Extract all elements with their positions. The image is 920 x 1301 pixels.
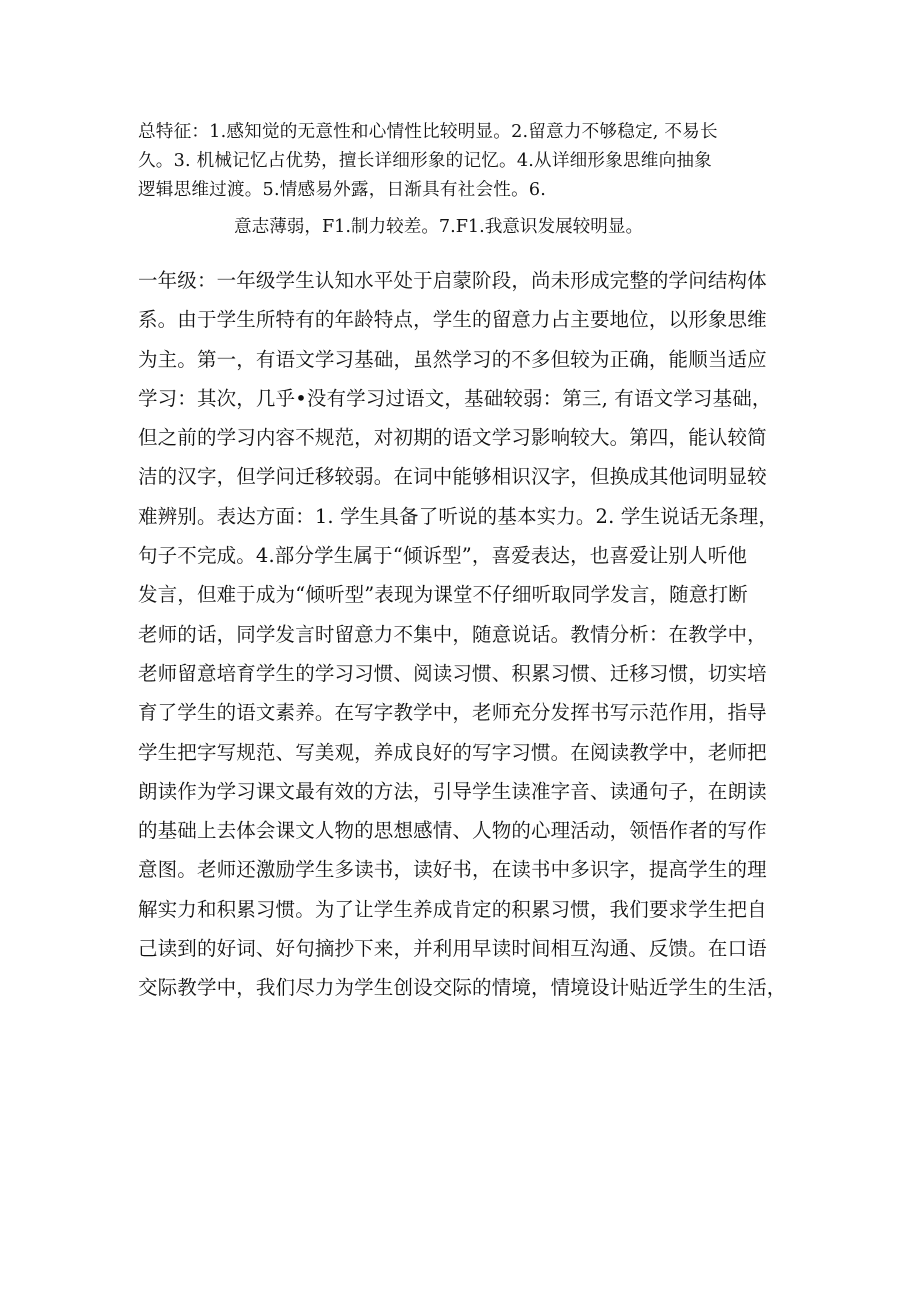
text-line: 育了学生的语文素养。在写字教学中，老师充分发挥书写示范作用，指导 [138, 701, 767, 725]
text-line: 交际教学中，我们尽力为学生创设交际的情境，情境设计贴近学生的生活， [138, 976, 787, 1000]
text-line: 己读到的好词、好句摘抄下来，并利用早读时间相互沟通、反馈。在口语 [138, 937, 767, 961]
text-line: 解实力和积累习惯。为了让学生养成肯定的积累习惯，我们要求学生把自 [138, 897, 767, 921]
will-paragraph [138, 213, 788, 242]
text-line: 久。3. 机械记忆占优势，擅长详细形象的记忆。4.从详细形象思维向抽象 [138, 151, 712, 171]
text-line: 学生把字写规范、写美观，养成良好的写字习惯。在阅读教学中，老师把 [138, 740, 767, 764]
text-line: 为主。第一，有语文学习基础，虽然学习的不多但较为正确，能顺当适应 [138, 347, 767, 371]
text-line: 朗读作为学习课文最有效的方法，引导学生读准字音、读通句子，在朗读 [138, 779, 767, 803]
general-features-paragraph [138, 118, 788, 205]
text-line: 但之前的学习内容不规范，对初期的语文学习影响较大。第四，能认较简 [138, 426, 767, 450]
text-line: 总特征：1.感知觉的无意性和心情性比较明显。2.留意力不够稳定, 不易长 [138, 122, 718, 142]
text-line: 系。由于学生所特有的年龄特点，学生的留意力占主要地位，以形象思维 [138, 308, 767, 332]
text-line: 意志薄弱，F1.制力较差。7.F1.我意识发展较明显。 [234, 217, 644, 237]
text-line: 一年级：一年级学生认知水平处于启蒙阶段，尚未形成完整的学问结构体 [138, 269, 767, 292]
text-line: 意图。老师还激励学生多读书，读好书，在读书中多识字，提高学生的理 [138, 858, 767, 882]
text-line: 洁的汉字，但学问迁移较弱。在词中能够相识汉字，但换成其他词明显较 [138, 465, 767, 489]
text-line: 老师的话，同学发言时留意力不集中，随意说话。教情分析：在教学中， [138, 622, 767, 646]
text-line: 逻辑思维过渡。5.情感易外露，日渐具有社会性。6. [138, 180, 547, 200]
text-line: 发言，但难于成为“倾听型”表现为课堂不仔细听取同学发言，随意打断 [138, 583, 748, 607]
grade-one-paragraph [138, 261, 788, 1008]
text-line: 老师留意培育学生的学习习惯、阅读习惯、积累习惯、迁移习惯，切实培 [138, 661, 767, 685]
text-line: 的基础上去体会课文人物的思想感情、人物的心理活动，领悟作者的写作 [138, 819, 767, 843]
text-line: 句子不完成。4.部分学生属于“倾诉型”，喜爱表达，也喜爱让别人听他 [138, 544, 747, 568]
text-line: 难辨别。表达方面：1. 学生具备了听说的基本实力。2. 学生说话无条理， [138, 504, 779, 528]
text-line: 学习：其次，几乎•没有学习过语文，基础较弱：第三, 有语文学习基础， [138, 386, 772, 410]
